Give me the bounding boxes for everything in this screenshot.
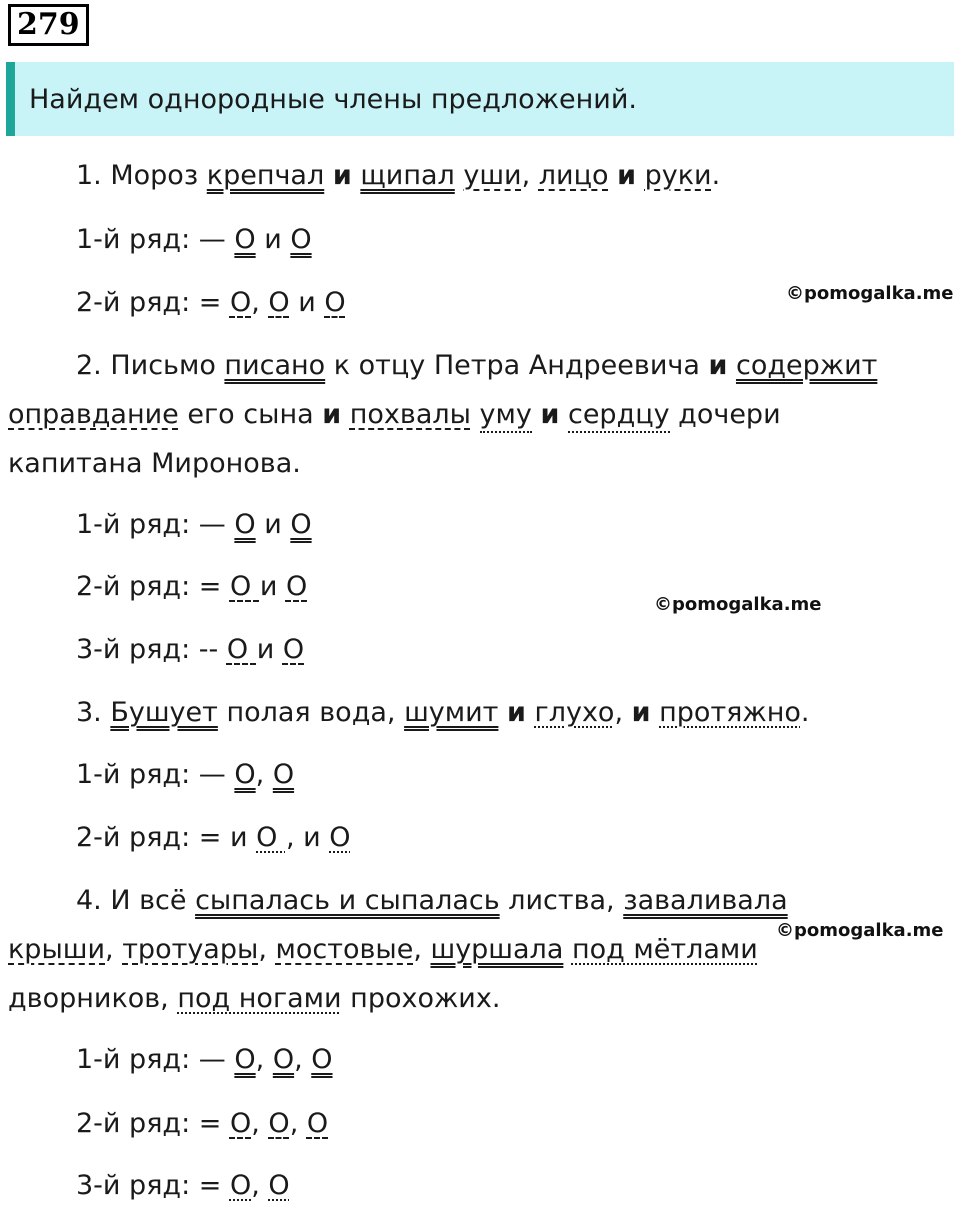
row-label: 1-й ряд: — xyxy=(76,509,235,540)
scheme-sep: , xyxy=(251,287,269,318)
row-label: 2-й ряд: = xyxy=(76,1108,230,1139)
predicate-word: крепчал xyxy=(206,160,325,191)
punctuation: , xyxy=(105,934,123,965)
scheme-circle: О xyxy=(285,571,308,602)
scheme-circle: О xyxy=(234,1044,256,1075)
punctuation: , xyxy=(413,934,431,965)
object-word: мостовые xyxy=(275,934,414,965)
adverbial-word: глухо xyxy=(534,697,615,728)
scheme-3-row-2 xyxy=(76,818,351,858)
scheme-1-row-1 xyxy=(76,220,312,260)
scheme-sep: , xyxy=(251,1170,269,1201)
sentence-2-line-3 xyxy=(8,444,301,484)
scheme-2-row-2 xyxy=(76,567,307,607)
scheme-1-row-2 xyxy=(76,283,346,323)
sentence-number: 2. Письмо xyxy=(76,350,225,381)
sentence-4-line-3 xyxy=(8,979,500,1019)
sentence-3 xyxy=(76,693,810,733)
predicate-word: содержит xyxy=(735,350,878,381)
scheme-4-row-2 xyxy=(76,1104,328,1144)
scheme-circle: О xyxy=(290,224,312,255)
row-label: 1-й ряд: — xyxy=(76,224,235,255)
scheme-sep: и xyxy=(256,634,283,665)
object-word: оправдание xyxy=(8,399,179,430)
scheme-circle: О xyxy=(229,1170,252,1201)
object-word: похвалы xyxy=(349,399,471,430)
conjunction: и xyxy=(332,160,352,191)
scheme-4-row-1 xyxy=(76,1040,333,1080)
scheme-circle: О xyxy=(306,1108,329,1139)
scheme-circle: О xyxy=(234,759,256,790)
conjunction: и xyxy=(540,399,560,430)
adverbial-word: под ногами xyxy=(177,983,342,1014)
watermark: ©pomogalka.me xyxy=(776,920,944,941)
scheme-sep: , и xyxy=(285,822,330,853)
scheme-sep: , xyxy=(255,759,273,790)
plain-text: его сына xyxy=(178,399,323,430)
adverbial-word: протяжно xyxy=(659,697,801,728)
object-word: руки xyxy=(644,160,712,191)
plain-text: листва, xyxy=(499,885,624,916)
sentence-4-line-2 xyxy=(8,930,758,970)
scheme-circle: О xyxy=(311,1044,333,1075)
sentence-1 xyxy=(76,156,720,196)
sentence-2-line-2 xyxy=(8,395,781,435)
scheme-sep: и xyxy=(255,224,291,255)
scheme-circle: О xyxy=(290,509,312,540)
plain-text: к отцу Петра Андреевича xyxy=(325,350,709,381)
conjunction: и xyxy=(631,697,651,728)
scheme-circle: О xyxy=(268,1108,290,1139)
scheme-sep: , xyxy=(294,1044,312,1075)
scheme-circle: О xyxy=(272,1044,295,1075)
scheme-circle: О xyxy=(268,287,290,318)
row-label: 1-й ряд: — xyxy=(76,1044,235,1075)
punctuation: , xyxy=(521,160,531,191)
sentence-2-line-1 xyxy=(76,346,877,386)
object-word: крыши xyxy=(8,934,106,965)
row-label: 3-й ряд: = xyxy=(76,1170,230,1201)
scheme-4-row-3 xyxy=(76,1166,290,1206)
scheme-sep: и xyxy=(289,287,325,318)
scheme-circle: О xyxy=(229,1108,252,1139)
scheme-circle: О xyxy=(329,822,351,853)
object-word: сердцу xyxy=(568,399,670,433)
predicate-word: шуршала xyxy=(430,934,564,965)
sentence-4-line-1 xyxy=(76,881,788,921)
sentence-number: 3. xyxy=(76,697,111,728)
row-label: 2-й ряд: = xyxy=(76,571,230,602)
row-label: 2-й ряд: = xyxy=(76,287,230,318)
predicate-word: шумит xyxy=(404,697,499,728)
scheme-circle: О xyxy=(234,224,256,255)
scheme-circle: О xyxy=(234,509,256,540)
plain-text: полая вода, xyxy=(217,697,405,728)
scheme-sep: , xyxy=(289,1108,307,1139)
row-label: 2-й ряд: = и xyxy=(76,822,257,853)
scheme-circle: О xyxy=(268,1170,290,1201)
conjunction: и xyxy=(507,697,526,728)
punctuation: . xyxy=(800,697,810,728)
watermark: ©pomogalka.me xyxy=(654,594,822,615)
sentence-number: 4. И всё xyxy=(76,885,196,916)
punctuation: . xyxy=(711,160,721,191)
scheme-circle: О xyxy=(256,822,286,853)
object-word: уши xyxy=(463,160,522,191)
plain-text: дочери xyxy=(669,399,781,430)
object-word: тротуары xyxy=(122,934,259,965)
conjunction: и xyxy=(617,160,637,191)
scheme-circle: О xyxy=(229,287,252,318)
scheme-2-row-1 xyxy=(76,505,312,545)
scheme-circle: О xyxy=(324,287,346,318)
scheme-circle: О xyxy=(229,571,260,602)
sentence-number: 1. Мороз xyxy=(76,160,207,191)
banner-text: Найдем однородные члены предложений. xyxy=(29,83,637,115)
predicate-word: Бушует xyxy=(110,697,218,728)
scheme-circle: О xyxy=(282,634,305,665)
scheme-3-row-1 xyxy=(76,755,294,795)
predicate-word: писано xyxy=(224,350,326,381)
plain-text: прохожих. xyxy=(341,983,501,1014)
scheme-sep: и xyxy=(255,509,291,540)
predicate-word: сыпалась и сыпалась xyxy=(195,885,500,916)
object-word: лицо xyxy=(538,160,609,191)
scheme-circle: О xyxy=(226,634,257,665)
row-label: 3-й ряд: -- xyxy=(76,634,227,665)
punctuation: , xyxy=(258,934,276,965)
scheme-sep: и xyxy=(259,571,286,602)
plain-text: дворников, xyxy=(8,983,178,1014)
plain-text: капитана Миронова. xyxy=(8,448,301,479)
exercise-number: 279 xyxy=(8,4,89,46)
scheme-sep: , xyxy=(255,1044,273,1075)
conjunction: и xyxy=(322,399,342,430)
conjunction: и xyxy=(708,350,728,381)
scheme-sep: , xyxy=(251,1108,269,1139)
scheme-circle: О xyxy=(272,759,295,790)
adverbial-word: под мётлами xyxy=(571,934,758,965)
row-label: 1-й ряд: — xyxy=(76,759,235,790)
punctuation: , xyxy=(614,697,632,728)
predicate-word: заваливала xyxy=(623,885,788,916)
scheme-2-row-3 xyxy=(76,630,304,670)
watermark: ©pomogalka.me xyxy=(786,283,954,304)
object-word: уму xyxy=(480,399,532,433)
task-banner xyxy=(6,62,954,136)
predicate-word: щипал xyxy=(360,160,455,191)
